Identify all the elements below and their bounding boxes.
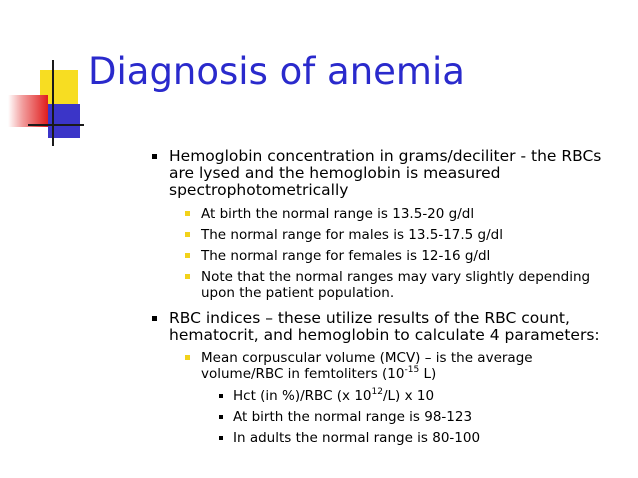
bullet-marker [152,154,157,159]
sub-bullet-text: Mean corpuscular volume (MCV) – is the average volume/RBC in femtoliters ($10^{-15}$ L) [201,350,533,382]
sub-bullet-text: At birth the normal range is 13.5-20 g/dl [201,206,475,222]
bullet-marker [185,232,190,237]
bullet-hemoglobin [152,148,602,199]
sub-bullet [185,206,615,222]
bullet-text: RBC indices – these utilize results of the RBC count, hematocrit, and hemoglobin to calculate 4 parameters: [169,309,600,344]
decor-vertical-line [52,60,54,146]
bullet-marker [219,394,223,398]
slide-title: Diagnosis of anemia [88,50,465,93]
bullet-marker [185,253,190,258]
sub-sub-bullet-text: Hct (in %)/RBC (x $10^{12}/L$) x 10 [233,387,435,404]
sub-bullet [185,269,615,301]
sub-bullet-text: The normal range for females is 12-16 g/dl [201,248,491,264]
sub-sub-bullet [219,430,599,446]
bullet-marker [185,211,190,216]
bullet-marker [152,316,157,321]
bullet-marker [185,274,190,279]
sub-sub-bullet [219,388,599,404]
decor-red-gradient [8,95,48,127]
bullet-rbc-indices [152,310,627,344]
decor-horizontal-line [28,124,84,126]
sub-sub-bullet-text: In adults the normal range is 80-100 [233,430,481,446]
bullet-text: Hemoglobin concentration in grams/deciliter - the RBCs are lysed and the hemoglobin is measured spectrophotometrically [169,147,602,199]
sub-bullet-text: Note that the normal ranges may vary slightly depending upon the patient population. [201,269,591,301]
sub-sub-bullet [219,409,599,425]
bullet-marker [185,355,190,360]
sub-bullet-mcv [185,350,565,382]
bullet-marker [219,436,223,440]
sub-bullet [185,248,615,264]
sub-bullet [185,227,615,243]
sub-bullet-text: The normal range for males is 13.5-17.5 g/dl [201,227,503,243]
bullet-marker [219,415,223,419]
sub-sub-bullet-text: At birth the normal range is 98-123 [233,409,473,425]
